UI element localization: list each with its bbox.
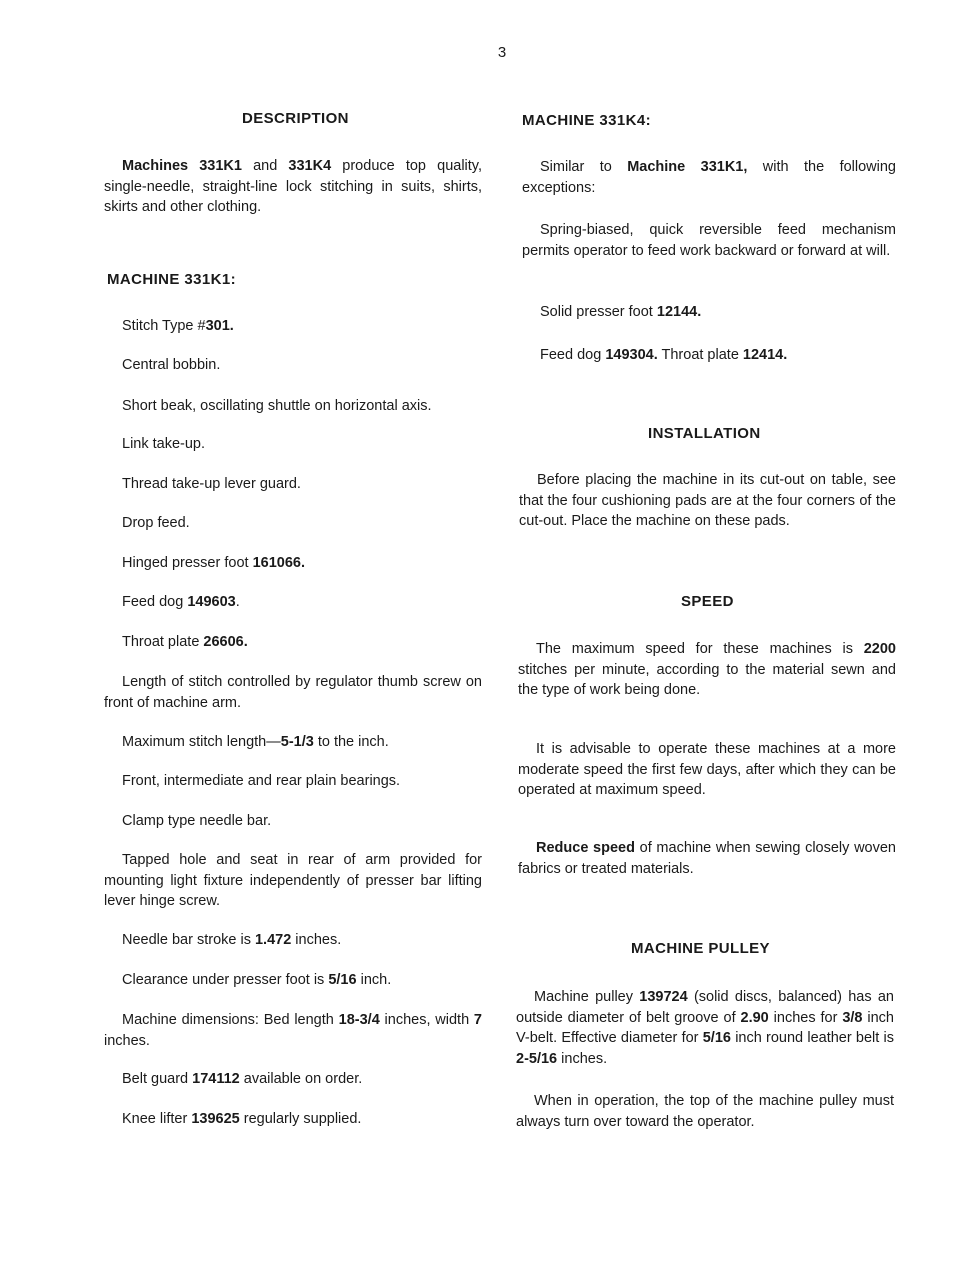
installation-heading: INSTALLATION	[648, 425, 761, 442]
description-heading: DESCRIPTION	[242, 110, 349, 127]
pulley-paragraph-1: Machine pulley 139724 (solid discs, balanced) has an outside diameter of belt groove of 2.90 inches for 3/8 inch V-belt. Effective diameter for 5/16 inch round leather belt is 2-5/16 inches.	[516, 989, 895, 1067]
list-item: Machine dimensions: Bed length 18-3/4 inches, width 7 inches.	[104, 1012, 482, 1049]
list-item: Maximum stitch length—5-1/3 to the inch.	[122, 734, 389, 750]
list-item: Clamp type needle bar.	[122, 813, 272, 829]
machine-331k1-heading: MACHINE 331K1:	[107, 271, 236, 288]
list-item: Link take-up.	[122, 436, 206, 452]
speed-heading: SPEED	[681, 593, 734, 610]
pulley-paragraph-2: When in operation, the top of the machine pulley must always turn over toward the operator.	[516, 1093, 894, 1130]
installation-paragraph: Before placing the machine in its cut-out on table, see that the four cushioning pads are at the four corners of the cut-out. Place the machine on these pads.	[519, 472, 896, 529]
list-item: Short beak, oscillating shuttle on horizontal axis.	[122, 398, 432, 414]
speed-paragraph-1: The maximum speed for these machines is 2200 stitches per minute, according to the material sewn and the type of work being done.	[518, 641, 896, 698]
list-item: Clearance under presser foot is 5/16 inch.	[122, 972, 392, 988]
page-number: 3	[497, 44, 507, 61]
description-paragraph: Machines 331K1 and 331K4 produce top quality, single-needle, straight-line lock stitching in suits, shirts, skirts and other clothing.	[104, 158, 482, 215]
list-item: Front, intermediate and rear plain bearings.	[122, 773, 401, 789]
k4-intro-paragraph: Similar to Machine 331K1, with the following exceptions:	[522, 159, 896, 196]
k4-presser-foot: Solid presser foot 12144.	[540, 304, 702, 320]
list-item: Tapped hole and seat in rear of arm provided for mounting light fixture independently of presser bar lifting lever hinge screw.	[104, 852, 482, 909]
list-item: Needle bar stroke is 1.472 inches.	[122, 932, 342, 948]
list-item: Hinged presser foot 161066.	[122, 555, 305, 571]
list-item: Drop feed.	[122, 515, 190, 531]
list-item: Length of stitch controlled by regulator thumb screw on front of machine arm.	[104, 674, 482, 711]
list-item: Central bobbin.	[122, 357, 221, 373]
k4-feed-paragraph: Spring-biased, quick reversible feed mechanism permits operator to feed work backward or forward at will.	[522, 222, 896, 259]
list-item: Thread take-up lever guard.	[122, 476, 301, 492]
speed-paragraph-3: Reduce speed of machine when sewing closely woven fabrics or treated materials.	[518, 840, 896, 877]
speed-paragraph-2: It is advisable to operate these machines at a more moderate speed the first few days, after which they can be operated at maximum speed.	[518, 741, 896, 798]
list-item: Feed dog 149603.	[122, 594, 240, 610]
list-item: Knee lifter 139625 regularly supplied.	[122, 1111, 362, 1127]
list-item: Stitch Type #301.	[122, 318, 234, 334]
machine-pulley-heading: MACHINE PULLEY	[631, 940, 770, 957]
k4-feed-dog: Feed dog 149304. Throat plate 12414.	[540, 347, 788, 363]
list-item: Throat plate 26606.	[122, 634, 248, 650]
list-item: Belt guard 174112 available on order.	[122, 1071, 363, 1087]
machine-331k4-heading: MACHINE 331K4:	[522, 112, 651, 129]
